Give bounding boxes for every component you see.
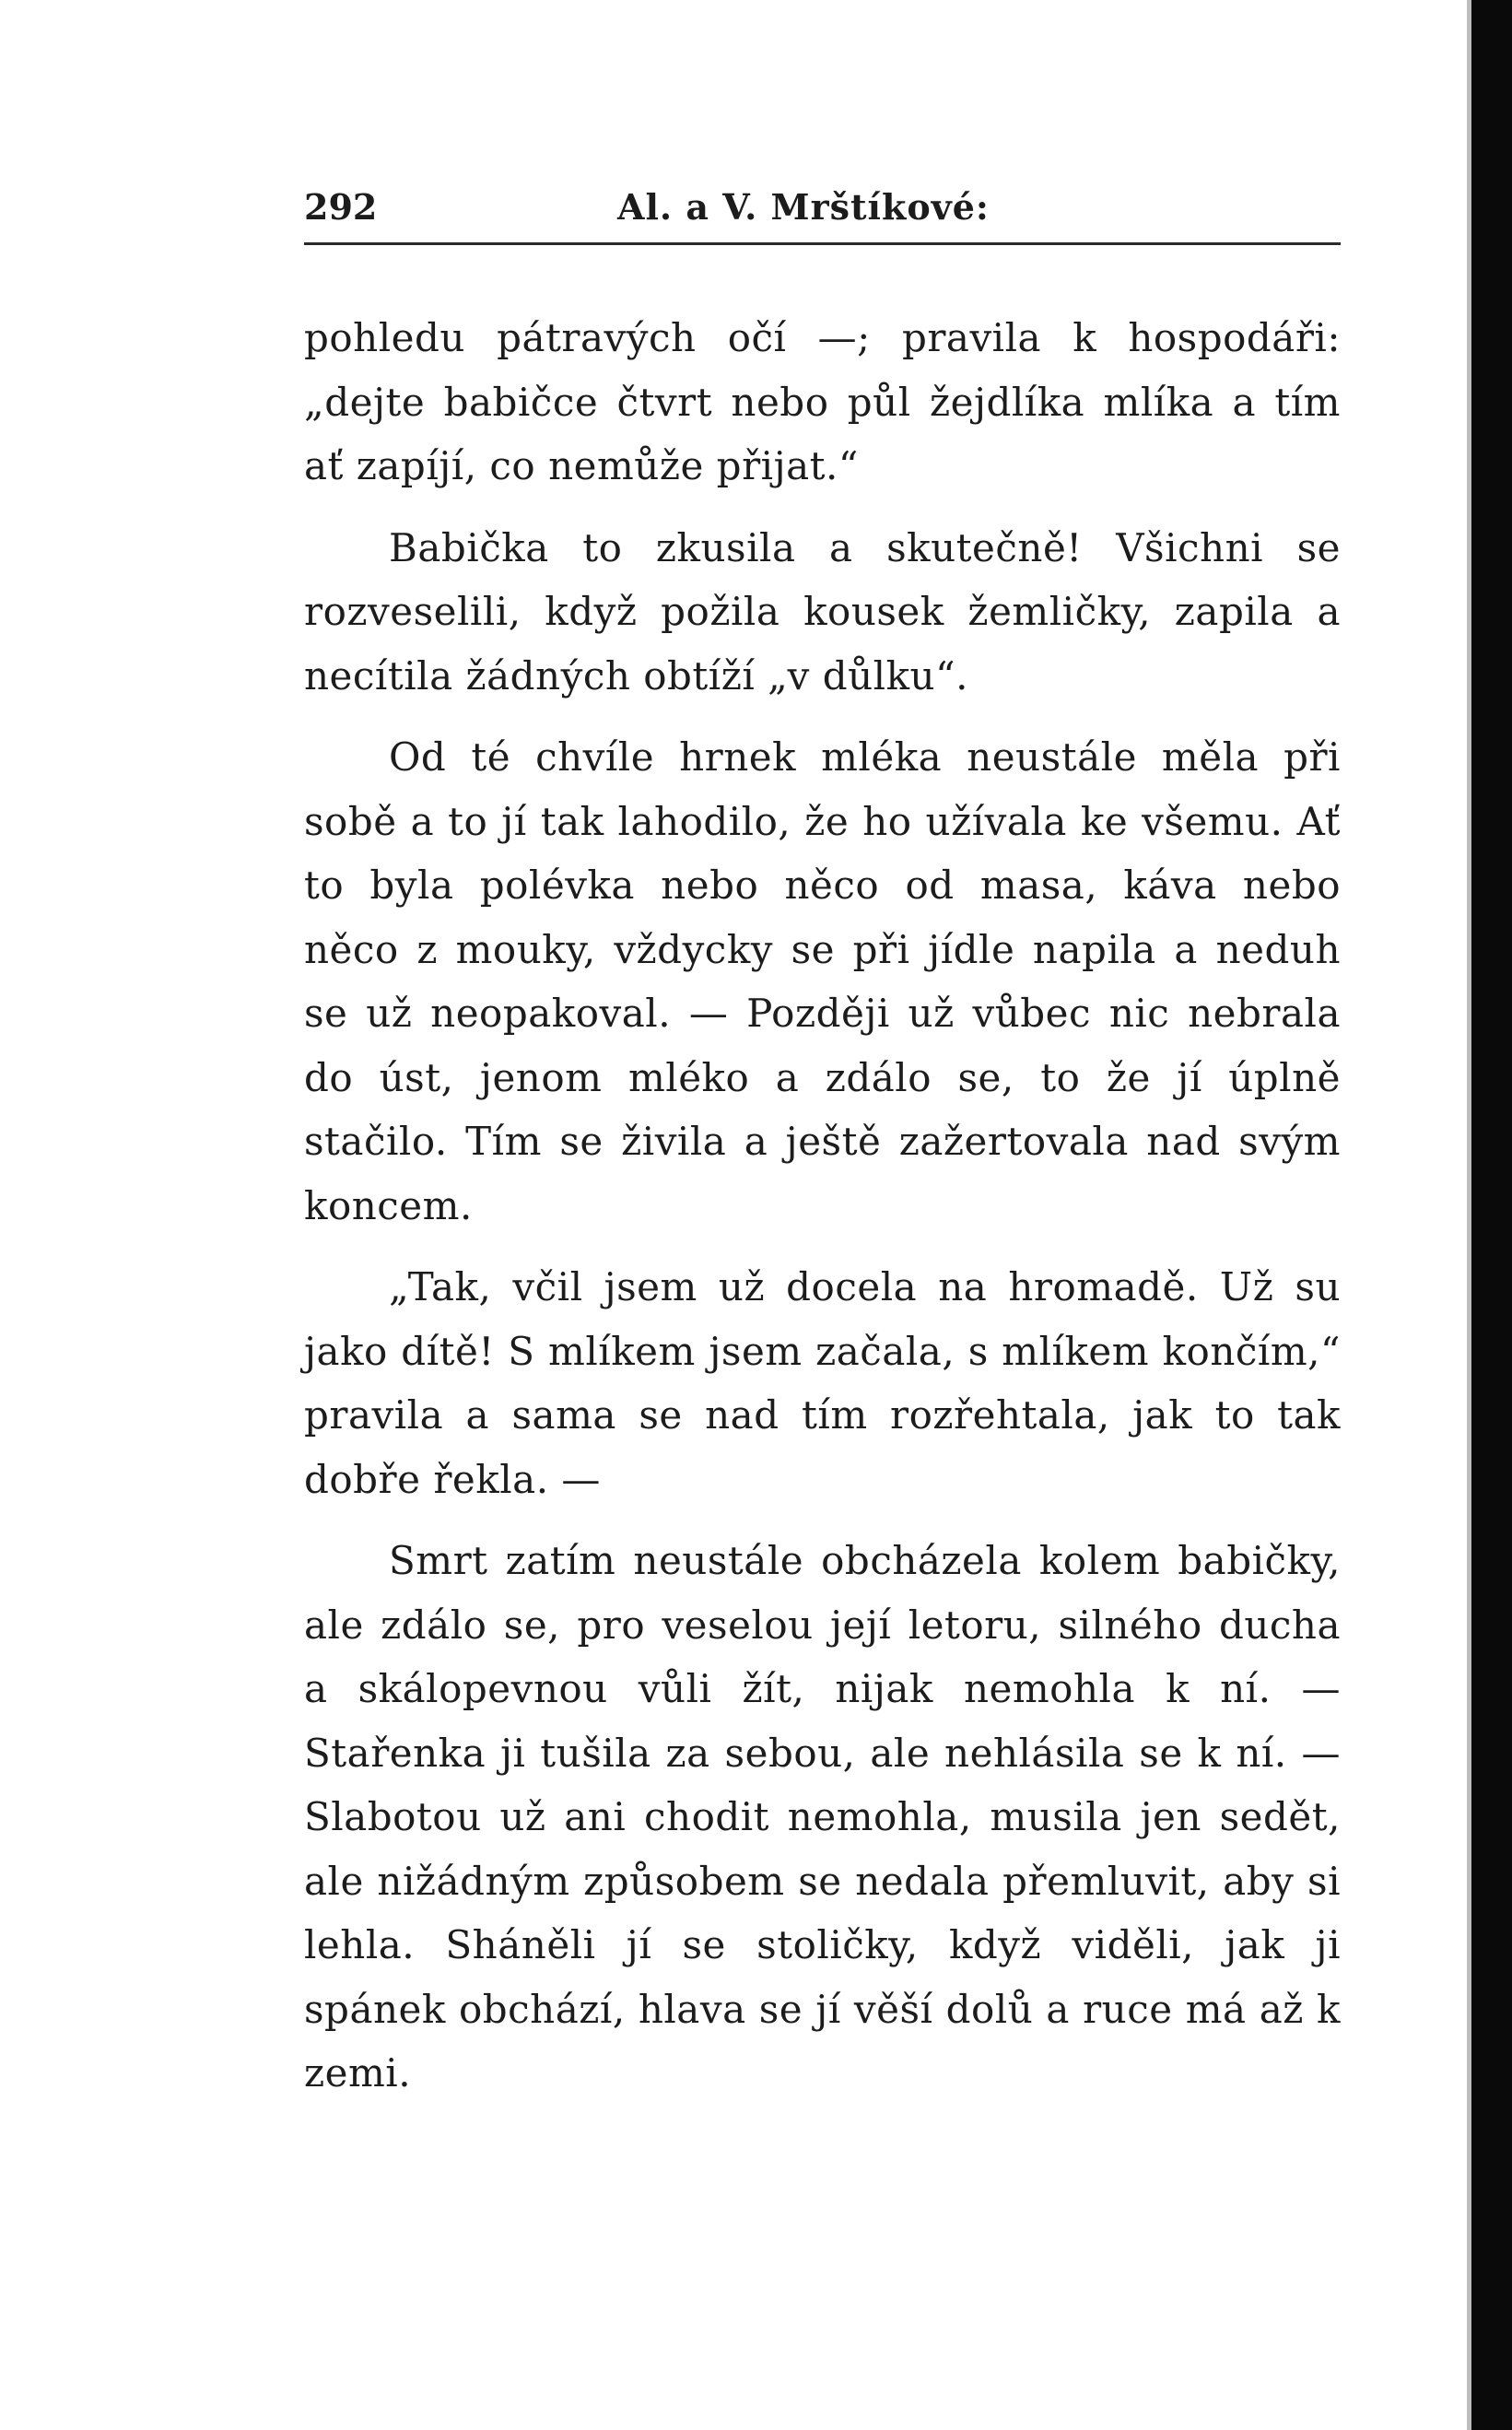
paragraph: pohledu pátravých očí —; pravila k hospodáři: „dejte babičce čtvrt nebo půl žejdlíka mlíka a tím ať zapíjí, co nemůže přijat.“ [304,315,1341,488]
book-page [304,180,1341,2123]
scan-edge [1471,0,1512,2430]
running-head [304,180,1341,235]
header-rule [304,242,1341,245]
running-title: Al. a V. Mrštíkové: [617,186,990,228]
paragraph: Smrt zatím neustále obcházela kolem babičky, ale zdálo se, pro veselou její letoru, silného ducha a skálopevnou vůli žít, nijak nemohla k ní. — Stařenka ji tušila za sebou, ale nehlásila se k ní. — Slabotou už ani chodit nemohla, musila jen sedět, ale nižádným způsobem se nedala přemluvit, aby si lehla. Sháněli jí se stoličky, když viděli, jak ji spánek obchází, hlava se jí věší dolů a ruce má až k zemi. [304,1538,1341,2095]
paragraph: „Tak, včil jsem už docela na hromadě. Už su jako dítě! S mlíkem jsem začala, s mlíkem končím,“ pravila a sama se nad tím rozřehtala, jak to tak dobře řekla. — [304,1264,1341,1502]
paragraph: Babička to zkusila a skutečně! Všichni se rozveselili, když požila kousek žemličky, zapila a necítila žádných obtíží „v důlku“. [304,524,1341,698]
body-text [304,306,1341,2106]
paragraph: Od té chvíle hrnek mléka neustále měla při sobě a to jí tak lahodilo, že ho užívala ke všemu. Ať to byla polévka nebo něco od masa, káva nebo něco z mouky, vždycky se při jídle napila a neduh se už neopakoval. — Později už vůbec nic nebrala do úst, jenom mléko a zdálo se, to že jí úplně stačilo. Tím se živila a ještě zažertovala nad svým koncem. [304,734,1341,1228]
page-number: 292 [304,186,378,228]
